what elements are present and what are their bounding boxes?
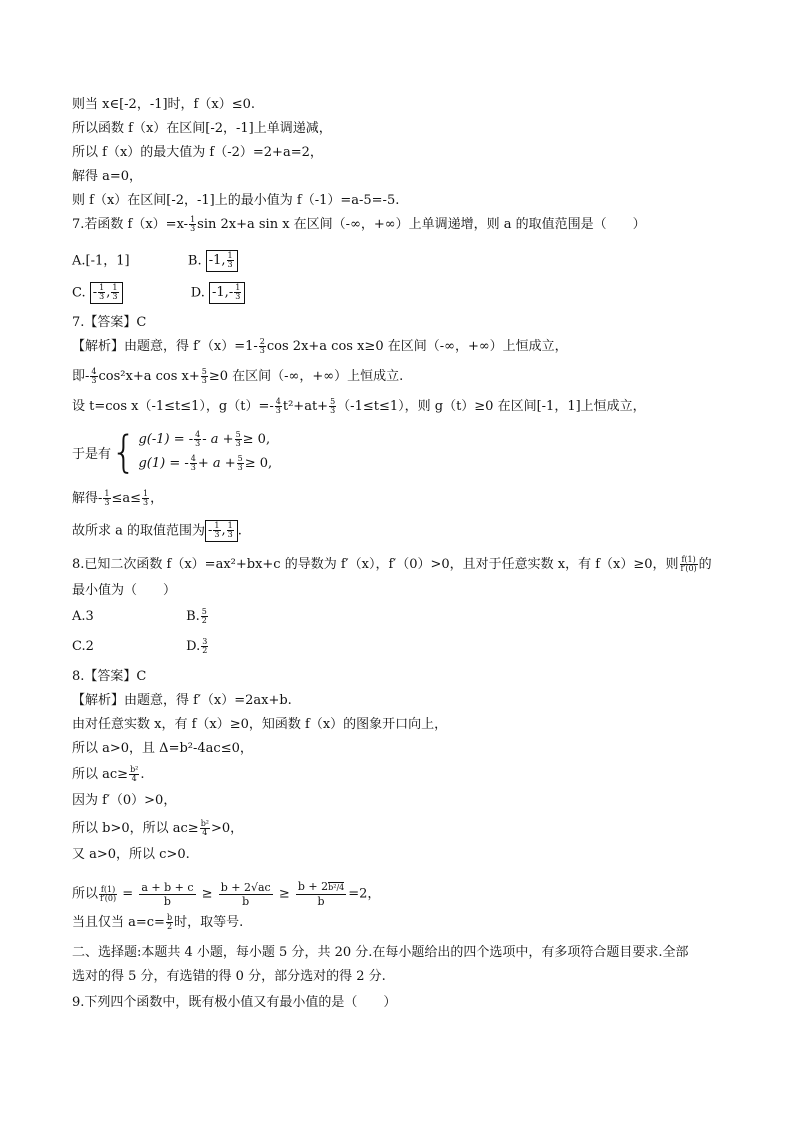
fraction — [329, 398, 336, 415]
text: -1, — [208, 253, 226, 268]
solution-8-line-6 — [72, 820, 243, 838]
text: sin 2x+a sin x 在区间（-∞，+∞）上单调递增，则 a 的取值范围是（ ） — [197, 217, 646, 232]
question-8-cont: 最小值为（ ） — [72, 583, 177, 598]
denominator: 3 — [112, 292, 118, 301]
denominator: b — [163, 894, 171, 908]
denominator: 3 — [237, 463, 243, 472]
numerator: 2 — [259, 337, 265, 346]
text: ≥ — [278, 886, 290, 902]
numerator — [296, 880, 346, 895]
text: ≥ — [201, 886, 213, 902]
text: . — [237, 523, 242, 539]
equation-system — [72, 428, 272, 476]
text-line: 则当 x∈[-2，-1]时，f（x）≤0. — [72, 97, 255, 112]
text: b + 2 — [297, 880, 329, 893]
text: ≥ 0, — [242, 432, 271, 447]
numerator: 5 — [330, 397, 336, 406]
denominator: 3 — [235, 292, 241, 301]
text: 所以 — [72, 886, 99, 902]
text: =2， — [348, 886, 381, 902]
text-line: 所以函数 f（x）在区间[-2，-1]上单调递减， — [72, 121, 332, 136]
denominator: f′(0) — [100, 893, 117, 903]
fraction — [680, 556, 698, 573]
denominator: 4 — [202, 828, 208, 837]
numerator: 1 — [235, 283, 241, 292]
text: 解得- — [72, 491, 103, 506]
text-line: 解得 a=0， — [72, 169, 143, 184]
fraction — [90, 368, 97, 385]
solution-7-line-3 — [72, 398, 646, 416]
numerator: b² — [200, 819, 210, 828]
section-2-heading-cont: 选对的得 5 分，有选错的得 0 分，部分选对的得 2 分. — [72, 969, 386, 984]
numerator: 4 — [195, 430, 201, 439]
fraction — [189, 216, 196, 233]
denominator: 3 — [275, 406, 281, 415]
fraction — [201, 368, 208, 385]
numerator: f(1) — [681, 555, 696, 564]
fraction — [99, 886, 117, 903]
numerator: 1 — [227, 521, 233, 530]
fraction — [194, 431, 201, 448]
numerator: 1 — [104, 489, 110, 498]
text: - a + — [202, 432, 234, 447]
text: ， — [150, 491, 164, 506]
solution-8-line-5: 因为 f′（0）>0， — [72, 793, 177, 808]
text-line: 所以 f（x）的最大值为 f（-2）=2+a=2， — [72, 145, 323, 160]
numerator: b + 2√ac — [220, 880, 271, 894]
text: 所以 b>0，所以 ac≥ — [72, 821, 199, 836]
text: -1, — [212, 285, 229, 300]
solution-8-line-2: 由对任意实数 x，有 f（x）≥0，知函数 f（x）的图象开口向上， — [72, 717, 448, 732]
denominator: 3 — [190, 224, 196, 233]
fraction — [201, 608, 208, 625]
question-7 — [72, 216, 646, 234]
question-9: 9.下列四个函数中，既有极小值又有最小值的是（ ） — [72, 995, 397, 1010]
fraction — [275, 398, 282, 415]
text: 所以 ac≥ — [72, 767, 129, 782]
solution-8-line-3: 所以 a>0，且 Δ=b²-4ac≤0， — [72, 741, 253, 756]
text: ≥ 0, — [244, 456, 273, 471]
option-b: B. — [187, 253, 202, 269]
fraction — [142, 490, 149, 507]
numerator: 4 — [275, 397, 281, 406]
text: + a + — [197, 456, 236, 471]
option-a: A.[-1，1] — [72, 253, 130, 269]
answer-8: 8.【答案】C — [72, 669, 147, 684]
option-d: D. — [190, 285, 205, 301]
option-c: C. — [72, 285, 86, 301]
text: （-1≤t≤1），则 g（t）≥0 在区间[-1，1]上恒成立， — [337, 399, 646, 414]
option-b: B. — [186, 609, 200, 624]
fraction — [213, 522, 220, 539]
text: 故所求 a 的取值范围为 — [72, 523, 206, 539]
radicand: b²/4 — [328, 883, 345, 892]
q8-options-row-2 — [72, 638, 209, 656]
fraction — [129, 766, 139, 783]
text: cos²x+a cos x+ — [98, 369, 200, 384]
fraction — [201, 638, 208, 655]
section-2-heading: 二、选择题:本题共 4 小题，每小题 5 分，共 20 分.在每小题给出的四个选项中，有多项符合题目要求.全部 — [72, 945, 689, 960]
interval-bracket: -1,- $\frac{1}{3}$ — [209, 282, 245, 304]
fraction — [111, 284, 118, 301]
text: >0， — [211, 821, 244, 836]
interval-bracket: - $\frac{1}{3}$ , $\frac{1}{3}$ — [205, 520, 238, 542]
text: 的 — [698, 557, 712, 572]
denominator: 3 — [227, 260, 233, 269]
denominator: 3 — [195, 439, 201, 448]
solution-7-line-2 — [72, 368, 403, 386]
fraction — [190, 455, 197, 472]
numerator: 5 — [235, 430, 241, 439]
denominator: 2 — [201, 616, 207, 625]
text: ≥0 在区间（-∞，+∞）上恒成立. — [208, 369, 404, 384]
option-a: A.3 — [72, 609, 94, 624]
numerator: 5 — [201, 607, 207, 616]
fraction — [200, 820, 210, 837]
numerator: 1 — [227, 251, 233, 260]
text: 设 t=cos x（-1≤t≤1），g（t）=- — [72, 399, 274, 414]
solution-8-line-4 — [72, 766, 145, 784]
numerator: a + b + c — [141, 880, 194, 894]
solution-7-line-5 — [72, 490, 163, 508]
denominator: 3 — [227, 530, 233, 539]
answer-7: 7.【答案】C — [72, 315, 147, 330]
option-d: D. — [186, 639, 201, 654]
numerator: 1 — [143, 489, 149, 498]
denominator: 3 — [259, 346, 265, 355]
text: ≤a≤ — [111, 491, 142, 506]
fraction — [234, 284, 241, 301]
numerator: 4 — [91, 367, 97, 376]
interval-bracket — [206, 250, 238, 272]
fraction — [139, 881, 195, 908]
text: 【解析】由题意，得 f′（x）=1- — [72, 339, 258, 354]
text: . — [140, 767, 145, 782]
denominator: b — [242, 894, 250, 908]
denominator: 3 — [143, 498, 149, 507]
denominator: 3 — [99, 292, 105, 301]
q7-options-row-2 — [72, 282, 245, 304]
solution-8-line-9 — [72, 914, 243, 932]
denominator: 2 — [202, 646, 208, 655]
numerator: f(1) — [100, 884, 116, 894]
text: 7.若函数 f（x）=x- — [72, 217, 189, 232]
fraction — [259, 338, 266, 355]
denominator: b — [317, 895, 325, 908]
interval-bracket: - $\frac{1}{3}$ , $\frac{1}{3}$ — [90, 282, 123, 304]
denominator: 2 — [166, 922, 173, 931]
text: 即- — [72, 369, 90, 384]
system-row-1 — [138, 428, 272, 452]
numerator: 1 — [190, 215, 196, 224]
fraction — [235, 431, 242, 448]
text: = — [122, 886, 134, 902]
fraction — [219, 881, 273, 908]
brace-icon: { — [111, 426, 137, 478]
denominator: 4 — [131, 774, 137, 783]
numerator: b² — [130, 765, 139, 774]
text: g(-1) = - — [138, 432, 194, 447]
numerator: 1 — [112, 283, 118, 292]
denominator: 3 — [235, 439, 241, 448]
text: cos 2x+a cos x≥0 在区间（-∞，+∞）上恒成立， — [266, 339, 568, 354]
fraction — [237, 455, 244, 472]
denominator: 3 — [214, 530, 220, 539]
denominator: 3 — [330, 406, 336, 415]
solution-8-line-1: 【解析】由题意，得 f′（x）=2ax+b. — [72, 693, 292, 708]
numerator: 4 — [190, 454, 196, 463]
numerator: 1 — [214, 521, 220, 530]
numerator: b — [166, 913, 173, 922]
denominator: 3 — [104, 498, 110, 507]
fraction — [103, 490, 110, 507]
solution-7-line-1 — [72, 338, 568, 356]
text-line: 则 f（x）在区间[-2，-1]上的最小值为 f（-1）=a-5=-5. — [72, 193, 400, 208]
q8-options-row-1 — [72, 608, 209, 626]
option-c: C.2 — [72, 639, 94, 654]
q7-options-row-1 — [72, 250, 238, 272]
fraction — [296, 880, 346, 908]
fraction — [227, 522, 234, 539]
solution-7-line-6 — [72, 520, 242, 542]
text: 当且仅当 a=c= — [72, 915, 165, 930]
denominator: 3 — [91, 376, 97, 385]
question-8 — [72, 556, 712, 574]
numerator: 1 — [99, 283, 105, 292]
denominator: 3 — [190, 463, 196, 472]
text: t²+at+ — [282, 399, 329, 414]
fraction — [227, 252, 234, 269]
text: 8.已知二次函数 f（x）=ax²+bx+c 的导数为 f′（x），f′（0）>0，且对于任意实数 x，有 f（x）≥0，则 — [72, 557, 679, 572]
numerator: 5 — [237, 454, 243, 463]
text: g(1) = - — [138, 456, 189, 471]
system-row-2 — [138, 452, 272, 476]
denominator: f′(0) — [680, 564, 697, 573]
fraction — [166, 914, 173, 931]
numerator: 5 — [201, 367, 207, 376]
denominator: 3 — [201, 376, 207, 385]
solution-8-line-8 — [72, 880, 380, 908]
text: 时，取等号. — [174, 915, 244, 930]
fraction — [98, 284, 105, 301]
text: 于是有 — [72, 446, 112, 462]
numerator: 3 — [202, 637, 208, 646]
solution-8-line-7: 又 a>0，所以 c>0. — [72, 847, 190, 862]
